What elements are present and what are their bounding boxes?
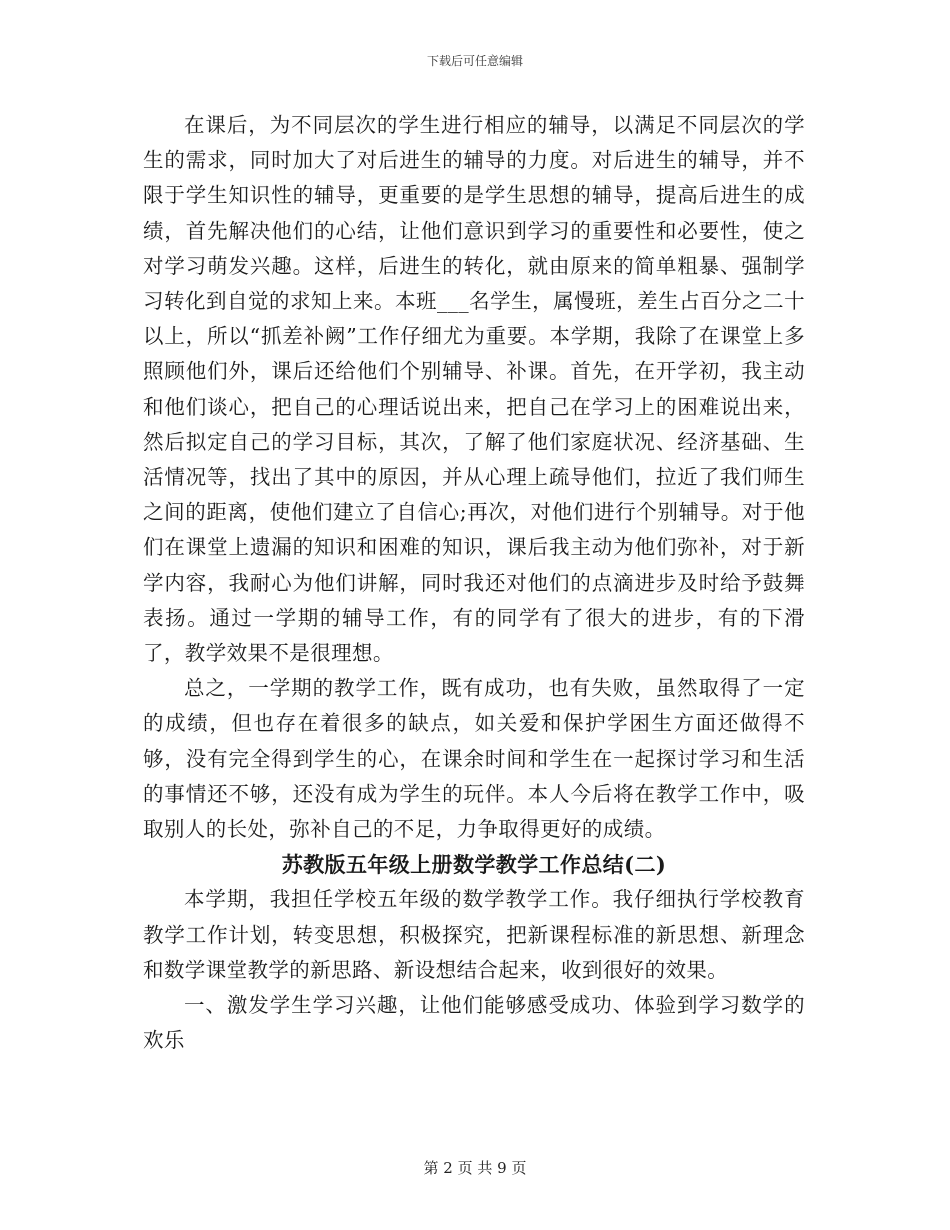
paragraph-point-one: 一、激发学生学习兴趣，让他们能够感受成功、体验到学习数学的欢乐 [143,993,805,1053]
paragraph-tutoring: 在课后，为不同层次的学生进行相应的辅导，以满足不同层次的学生的需求，同时加大了对后进生的辅导的力度。对后进生的辅导，并不限于学生知识性的辅导，更重要的是学生思想的辅导，提高后进生的成绩，首先解决他们的心结，让他们意识到学习的重要性和必要性，使之对学习萌发兴趣。这样，后进生的转化，就由原来的简单粗暴、强制学习转化到自觉的求知上来。本班___名学生，属慢班，差生占百分之二十以上，所以“抓差补阙”工作仔细尤为重要。本学期，我除了在课堂上多照顾他们外，课后还给他们个别辅导、补课。首先，在开学初，我主动和他们谈心，把自己的心理话说出来，把自己在学习上的困难说出来，然后拟定自己的学习目标，其次，了解了他们家庭状况、经济基础、生活情况等，找出了其中的原因，并从心理上疏导他们，拉近了我们师生之间的距离，使他们建立了自信心;再次，对他们进行个别辅导。对于他们在课堂上遗漏的知识和困难的知识，课后我主动为他们弥补，对于新学内容，我耐心为他们讲解，同时我还对他们的点滴进步及时给予鼓舞表扬。通过一学期的辅导工作，有的同学有了很大的进步，有的下滑了，教学效果不是很理想。 [143,113,805,666]
header-note: 下载后可任意编辑 [426,54,523,68]
document-body [143,108,805,1058]
paragraph-summary: 总之，一学期的教学工作，既有成功，也有失败，虽然取得了一定的成绩，但也存在着很多的缺点，如关爱和保护学困生方面还做得不够，没有完全得到学生的心，在课余时间和学生在一起探讨学习和生活的事情还不够，还没有成为学生的玩伴。本人今后将在教学工作中，吸取别人的长处，弥补自己的不足，力争取得更好的成绩。 [143,676,805,842]
page-number: 第 2 页 共 9 页 [423,1159,527,1177]
section-heading: 苏教版五年级上册数学教学工作总结(二) [281,852,667,878]
paragraph-intro: 本学期，我担任学校五年级的数学教学工作。我仔细执行学校教育教学工作计划，转变思想，积极探究，把新课程标准的新思想、新理念和数学课堂教学的新思路、新设想结合起来，收到很好的效果。 [143,887,805,982]
